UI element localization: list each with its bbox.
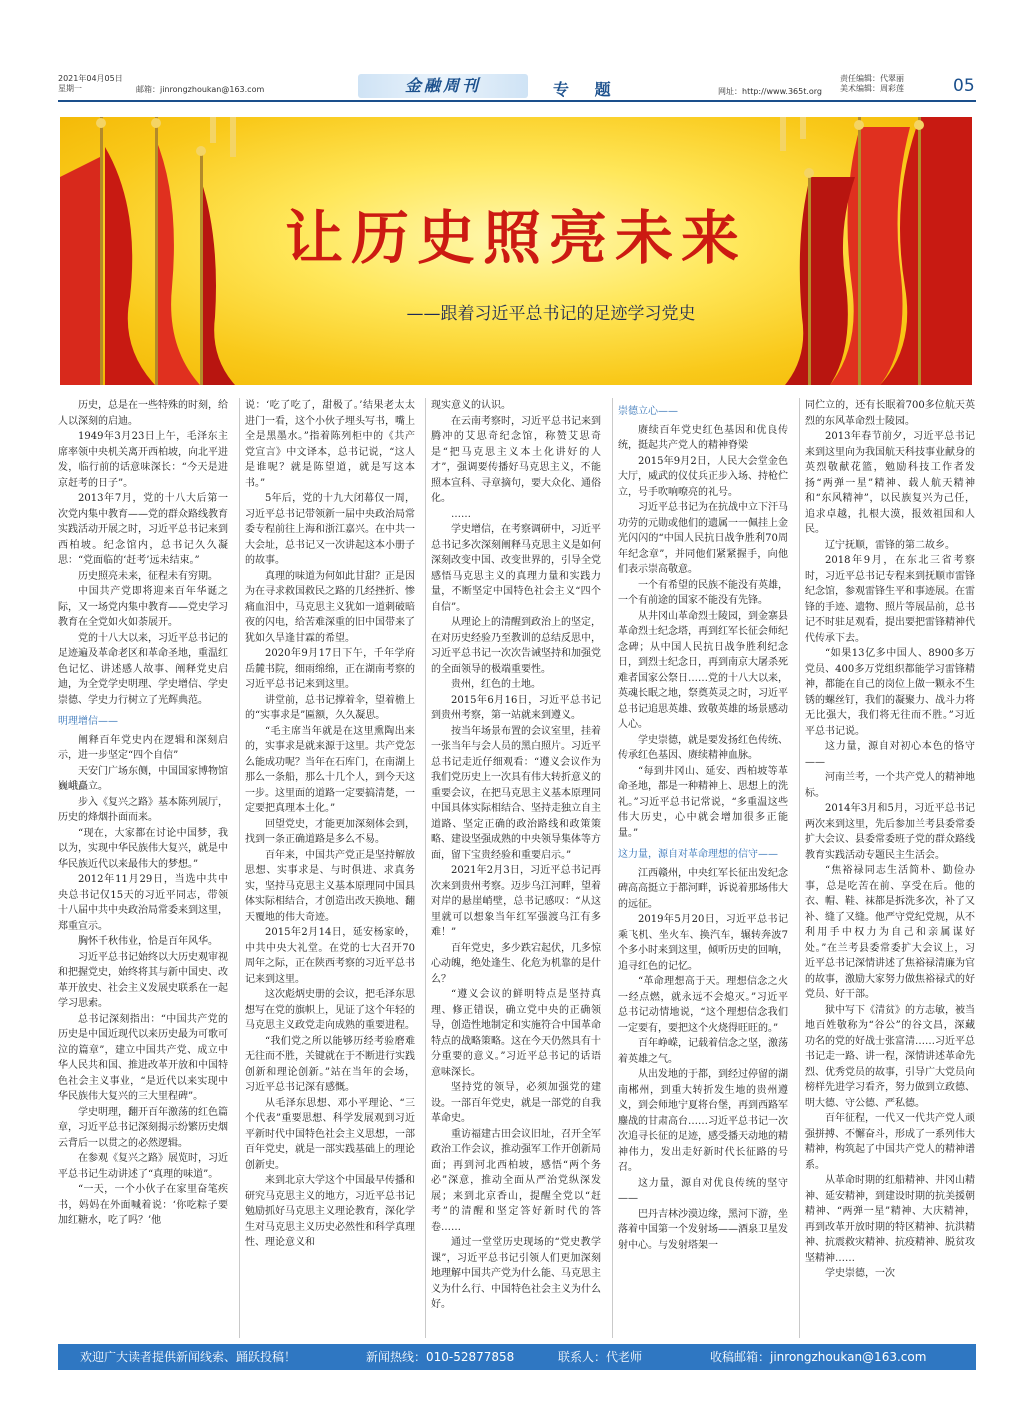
paragraph: 2015年6月16日，习近平总书记到贵州考察，第一站就来到遵义。 — [431, 694, 601, 721]
paragraph: 现实意义的认识。 — [431, 400, 511, 411]
article-column-5 — [805, 398, 975, 1338]
paragraph: 按当年场景布置的会议室里，挂着一张当年与会人员的黑白照片。习近平总书记走近仔细观看：“遵义会议作为我们党历史上一次具有伟大转折意义的重要会议，在把马克思主义基本原理同中国具体实际相结合、坚持走独立自主道路、坚定正确的政治路线和政策策略、建设坚强成熟的中央领导集体等方面，留下宝贵经验和重要启示。” — [431, 725, 601, 861]
paragraph: 2013年7月，党的十八大后第一次党内集中教育——党的群众路线教育实践活动开展之时，习近平总书记来到西柏坡。纪念馆内，总书记久久凝思：“党面临的‘赶考’远未结束。” — [58, 493, 228, 566]
footer-contact: 联系人：代老师 — [558, 1350, 643, 1364]
section-title: 专 题 — [553, 80, 621, 99]
paragraph: “毛主席当年就是在这里熏陶出来的，实事求是就来源于这里。共产党怎么能成功呢？当年在石库门，在南湖上那么一条船，那么十几个人，到今天这一步。这里面的道路一定要搞清楚，一定要把真理本土化。” — [245, 725, 415, 814]
publication-name: 金融周刊 — [404, 76, 481, 95]
paragraph: 这力量，源自对初心本色的恪守—— — [805, 741, 975, 768]
paragraph: 从井冈山革命烈士陵园，到金寨县革命烈士纪念塔，再到红军长征会师纪念碑；从中国人民抗日战争胜利纪念日，到烈士纪念日，再到南京大屠杀死难者国家公祭日……党的十八大以来，英魂长眠之地，祭奠英灵之时，习近平总书记追思英雄、致敬英雄的场景感动人心。 — [618, 610, 788, 730]
paragraph: 通过一堂堂历史现场的“党史教学课”，习近平总书记引领人们更加深刻地理解中国共产党为什么能、马克思主义为什么行、中国特色社会主义为什么好。 — [431, 1237, 601, 1310]
masthead — [58, 74, 976, 100]
paragraph: 2014年3月和5月，习近平总书记两次来到这里，先后参加兰考县委常委扩大会议、县委常委班子党的群众路线教育实践活动专题民主生活会。 — [805, 803, 975, 861]
headline-banner — [60, 117, 972, 385]
paragraph: 同伫立的，还有长眠着700多位航天英烈的东风革命烈士陵园。 — [805, 400, 975, 427]
paragraph: 说：‘吃了吃了，甜极了。’结果老太太进门一看，这个小伙子埋头写书，嘴上全是黑墨水。”指着陈列柜中的《共产党宣言》中文译本，总书记说，“这人是谁呢？就是陈望道，就是写这本书。” — [245, 400, 415, 489]
paragraph: 百年峥嵘，记载着信念之坚，激荡着英雄之气。 — [618, 1038, 788, 1065]
paragraph: “一天，一个小伙子在家里奋笔疾书，妈妈在外面喊着说：‘你吃粽子要加红糖水，吃了吗？’他 — [58, 1184, 228, 1226]
paragraph: 回望党史，才能更加深刻体会到，找到一条正确道路是多么不易。 — [245, 818, 415, 845]
headline-subtitle: ——跟着习近平总书记的足迹学习党史 — [406, 304, 696, 324]
paragraph: 真理的味道为何如此甘甜？正是因为在寻求救国救民之路的几经挫折、惨痛血泪中，马克思主义犹如一道刺破暗夜的闪电，给苦难深重的旧中国带来了犹如久旱逢甘霖的希望。 — [245, 570, 415, 644]
column-divider — [612, 398, 613, 1338]
footer-hotline: 新闻热线：010-52877858 — [366, 1350, 515, 1364]
paragraph: 巴丹吉林沙漠边缘，黑河下游，坐落着中国第一个发射场——酒泉卫星发射中心。与发射塔架一 — [618, 1208, 788, 1251]
paragraph: 2012年11月29日，当选中共中央总书记仅15天的习近平同志，带领十八届中共中央政治局常委来到这里，郑重宣示。 — [58, 874, 228, 932]
paragraph: 历史，总是在一些特殊的时刻，给人以深刻的启迪。 — [58, 400, 228, 427]
paragraph: 河南兰考，一个共产党人的精神地标。 — [805, 772, 975, 799]
masthead-email: 邮箱：jinrongzhoukan@163.com — [136, 85, 265, 94]
tassels-graphic — [210, 117, 806, 157]
paragraph: 百年党史，多少跌宕起伏，几多惊心动魄，绝处逢生、化危为机靠的是什么？ — [431, 942, 601, 985]
paragraph: 2019年5月20日，习近平总书记乘飞机、坐火车、换汽车，辗转奔波7个多小时来到这里，倾听历史的回响，追寻红色的记忆。 — [618, 914, 788, 972]
article-column-3 — [431, 398, 601, 1338]
masthead-rule — [58, 100, 976, 102]
paragraph: 阐释百年党史内在逻辑和深刻启示，进一步坚定“四个自信” — [58, 734, 228, 761]
article-column-2 — [245, 398, 415, 1338]
paragraph: 党的十八大以来，习近平总书记的足迹遍及革命老区和革命圣地，重温红色记忆、讲述感人故事、阐释党史启迪，为全党学史明理、学史增信、学史崇德、学史力行树立了光辉典范。 — [58, 632, 228, 706]
page-number: 05 — [953, 76, 975, 96]
paragraph: “每到井冈山、延安、西柏坡等革命圣地，都是一种精神上、思想上的洗礼。”习近平总书记常说，“多重温这些伟大历史，心中就会增加很多正能量。” — [618, 765, 788, 839]
paragraph: 贵州，红色的土地。 — [451, 679, 541, 690]
paragraph: 狱中写下《清贫》的方志敏，被当地百姓敬称为“谷公”的谷文昌，深藏功名的党的好战士张富清……习近平总书记走一路、讲一程，深情讲述革命先烈、优秀党员的故事，引导广大党员向榜样先进学习看齐，努力做到立政德、明大德、守公德、严私德。 — [805, 1004, 975, 1109]
paragraph: 学史崇德，就是要发扬红色传统、传承红色基因、赓续精神血脉。 — [618, 734, 788, 761]
paragraph: 胸怀千秋伟业，恰是百年风华。 — [78, 936, 218, 947]
paragraph: 中国共产党即将迎来百年华诞之际，又一场党内集中教育——党史学习教育在全党如火如荼展开。 — [58, 586, 228, 628]
subheading: 明理增信—— — [58, 716, 118, 727]
footer-invite: 欢迎广大读者提供新闻线索、踊跃投稿！ — [80, 1350, 297, 1364]
editor-credits — [840, 74, 904, 94]
paragraph: 坚持党的领导，必须加强党的建设。一部百年党史，就是一部党的自我革命史。 — [431, 1082, 601, 1124]
paragraph: 学史明理，翻开百年激荡的红色篇章，习近平总书记深刻揭示纷繁历史烟云背后一以贯之的必然逻辑。 — [58, 1106, 228, 1149]
paragraph: 这力量，源自对优良传统的坚守—— — [618, 1177, 788, 1204]
subheading: 崇德立心—— — [618, 406, 678, 417]
paragraph: “我们党之所以能够历经考验磨难无往而不胜，关键就在于不断进行实践创新和理论创新。”站在当年的会场，习近平总书记深有感慨。 — [245, 1035, 415, 1093]
headline-title: 让历史照亮未来 — [284, 204, 747, 272]
paragraph: 2015年2月14日，延安杨家岭，中共中央大礼堂。在党的七大召开70周年之际，正在陕西考察的习近平总书记来到这里。 — [245, 927, 415, 985]
paragraph: 从理论上的清醒到政治上的坚定，在对历史经验乃至教训的总结反思中，习近平总书记一次次告诫坚持和加强党的全面领导的极端重要性。 — [431, 617, 601, 675]
paragraph: 这次彪炳史册的会议，把毛泽东思想写在党的旗帜上，见证了这个年轻的马克思主义政党走向成熟的重要进程。 — [245, 989, 415, 1031]
paragraph: 从出发地的于都，到经过停留的湖南郴州，到重大转折发生地的贵州遵义，到会师地宁夏将台堡，再到西路军鏖战的甘肃高台……习近平总书记一次次追寻长征的足迹，感受播天动地的精神伟力，发出走好新时代长征路的号召。 — [618, 1069, 788, 1173]
issue-weekday: 星期一 — [58, 84, 82, 93]
paragraph: 百年征程，一代又一代共产党人顽强拼搏、不懈奋斗，形成了一系列伟大精神，构筑起了中国共产党人的精神谱系。 — [805, 1113, 975, 1171]
paragraph: 百年来，中国共产党正是坚持解放思想、实事求是、与时俱进、求真务实，坚持马克思主义基本原理同中国具体实际相结合，才创造出改天换地、翻天覆地的伟大奇迹。 — [245, 849, 415, 923]
paragraph: 辽宁抚顺，雷锋的第二故乡。 — [825, 539, 955, 551]
paragraph: 步入《复兴之路》基本陈列展厅，历史的烽烟扑面而来。 — [58, 796, 228, 823]
paragraph: 2021年2月3日，习近平总书记再次来到贵州考察。迈步乌江河畔，望着对岸的悬崖峭壁，总书记感叹：“从这里就可以想象当年红军强渡乌江有多难！” — [431, 865, 601, 938]
paragraph: 总书记深刻指出：“中国共产党的历史是中国近现代以来历史最为可歌可泣的篇章”，建立中国共产党、成立中华人民共和国、推进改革开放和中国特色社会主义事业，“是近代以来实现中华民族伟大复兴的三大里程碑”。 — [58, 1013, 228, 1102]
footer-bar — [58, 1344, 976, 1370]
paragraph: 2018年9月，在东北三省考察时，习近平总书记专程来到抚顺市雷锋纪念馆，参观雷锋生平和事迹展。在雷锋的手迹、遗物、照片等展品前，总书记不时驻足观看，提出要把雷锋精神代代传承下去。 — [805, 555, 975, 644]
chief-editor: 责任编辑：代翠丽 — [840, 74, 904, 83]
paragraph: 江西赣州，中央红军长征出发纪念碑高高挺立于都河畔，诉说着那场伟大的远征。 — [618, 867, 788, 910]
paragraph: 学史崇德，一次 — [825, 1268, 895, 1279]
paragraph: 1949年3月23日上午，毛泽东主席率领中央机关离开西柏坡，向北平进发，临行前的话意味深长：“今天是进京赶考的日子”。 — [58, 431, 228, 489]
paragraph: 一个有希望的民族不能没有英雄，一个有前途的国家不能没有先锋。 — [618, 579, 788, 606]
column-divider — [425, 398, 426, 1338]
column-divider — [799, 398, 800, 1338]
paragraph: 5年后，党的十九大闭幕仅一周，习近平总书记带领新一届中央政治局常委专程前往上海和浙江嘉兴。在中共一大会址，总书记又一次讲起这本小册子的故事。 — [245, 493, 415, 566]
paragraph: 来到北京大学这个中国最早传播和研究马克思主义的地方，习近平总书记勉励抓好马克思主义理论教育，深化学生对马克思主义历史必然性和科学真理性、理论意义和 — [245, 1175, 415, 1248]
paragraph: “现在，大家都在讨论中国梦，我以为，实现中华民族伟大复兴，就是中华民族近代以来最伟大的梦想。” — [58, 827, 228, 870]
paragraph: 从革命时期的红船精神、井冈山精神、延安精神，到建设时期的抗美援朝精神、“两弹一星”精神、大庆精神，再到改革开放时期的特区精神、抗洪精神、抗震救灾精神、抗疫精神、脱贫攻坚精神…… — [805, 1175, 975, 1264]
paragraph: 2020年9月17日下午，千年学府岳麓书院，细雨绵绵，正在湖南考察的习近平总书记来到这里。 — [245, 648, 415, 690]
paragraph: 从毛泽东思想、邓小平理论、“三个代表”重要思想、科学发展观到习近平新时代中国特色社会主义思想，一部百年党史，就是一部实践基础上的理论创新史。 — [245, 1097, 415, 1171]
paragraph: 习近平总书记为在抗战中立下汗马功劳的元勋或他们的遗属一一佩挂上金光闪闪的“中国人民抗日战争胜利70周年纪念章”，并同他们紧紧握手，向他们表示崇高敬意。 — [618, 502, 788, 575]
footer-email: 收稿邮箱：jinrongzhoukan@163.com — [710, 1350, 927, 1364]
art-editor: 美术编辑：周彩莲 — [840, 84, 904, 93]
paragraph: “遵义会议的鲜明特点是坚持真理、修正错误，确立党中央的正确领导，创造性地制定和实施符合中国革命特点的战略策略。这在今天仍然具有十分重要的意义。”习近平总书记的话语意味深长。 — [431, 989, 601, 1078]
paragraph: 在参观《复兴之路》展览时，习近平总书记生动讲述了“真理的味道”。 — [58, 1153, 228, 1180]
subheading: 这力量，源自对革命理想的信守—— — [618, 849, 778, 860]
paragraph: 2013年春节前夕，习近平总书记来到这里向为我国航天科技事业献身的英烈敬献花篮，勉励科技工作者发扬“两弹一星”精神、载人航天精神和“东风精神”，以民族复兴为己任，追求卓越，扎根大漠，报效祖国和人民。 — [805, 431, 975, 535]
paragraph: “焦裕禄同志生活简朴、勤俭办事，总是吃苦在前、享受在后。他的衣、帽、鞋、袜都是拆洗多次，补了又补、缝了又缝。他严守党纪党规，从不利用手中权力为自己和亲属谋好处。”在兰考县委常委扩大会议上，习近平总书记深情讲述了焦裕禄清廉为官的故事，激励大家努力做焦裕禄式的好党员、好干部。 — [805, 865, 975, 1000]
article-body — [58, 398, 976, 1338]
paragraph: “如果13亿多中国人、8900多万党员、400多万党组织都能学习雷锋精神，都能在自己的岗位上做一颗永不生锈的螺丝钉，我们的凝聚力、战斗力将无比强大，我们将无往而不胜。”习近平总书记说。 — [805, 648, 975, 737]
paragraph: 讲堂前，总书记撑着伞，望着檐上的“实事求是”匾额，久久凝思。 — [245, 694, 415, 721]
paragraph: 赓续百年党史红色基因和优良传统，挺起共产党人的精神脊梁 — [618, 424, 788, 451]
paragraph: 天安门广场东侧，中国国家博物馆巍峨矗立。 — [58, 765, 228, 792]
issue-date-block — [58, 74, 123, 94]
paragraph: 学史增信，在考察调研中，习近平总书记多次深刻阐释马克思主义是如何深刻改变中国、改变世界的，引导全党感悟马克思主义的真理力量和实践力量，不断坚定中国特色社会主义“四个自信”。 — [431, 524, 601, 613]
article-column-4 — [618, 398, 788, 1338]
article-column-1 — [58, 398, 228, 1338]
paragraph: 习近平总书记始终以大历史观审视和把握党史，始终将其与新中国史、改革开放史、社会主义发展史联系在一起学习思索。 — [58, 951, 228, 1009]
paragraph: 历史照亮未来，征程未有穷期。 — [78, 570, 218, 582]
paragraph: 2015年9月2日，人民大会堂金色大厅，威武的仪仗兵正步入场、持枪伫立，号手吹响嘹亮的礼号。 — [618, 455, 788, 498]
column-divider — [239, 398, 240, 1338]
paragraph: “革命理想高于天。理想信念之火一经点燃，就永远不会熄灭。”习近平总书记动情地说，“这个理想信念我们一定要有，要把这个火烧得旺旺的。” — [618, 976, 788, 1034]
issue-date: 2021年04月05日 — [58, 74, 123, 83]
paragraph: …… — [451, 508, 471, 520]
masthead-website: 网址：http://www.365t.org — [718, 87, 823, 96]
paragraph: 在云南考察时，习近平总书记来到腾冲的艾思奇纪念馆，称赞艾思奇是“把马克思主义本土化讲好的人才”，强调要传播好马克思主义，不能照本宣科、寻章摘句，要大众化、通俗化。 — [431, 415, 601, 504]
paragraph: 重访福建古田会议旧址，召开全军政治工作会议，推动强军工作开创新局面；再到河北西柏坡，感悟“两个务必”深意，推动全面从严治党纵深发展；来到北京香山，提醒全党以“赶考”的清醒和坚定答好新时代的答卷…… — [431, 1128, 601, 1233]
publication-logo — [358, 74, 528, 98]
